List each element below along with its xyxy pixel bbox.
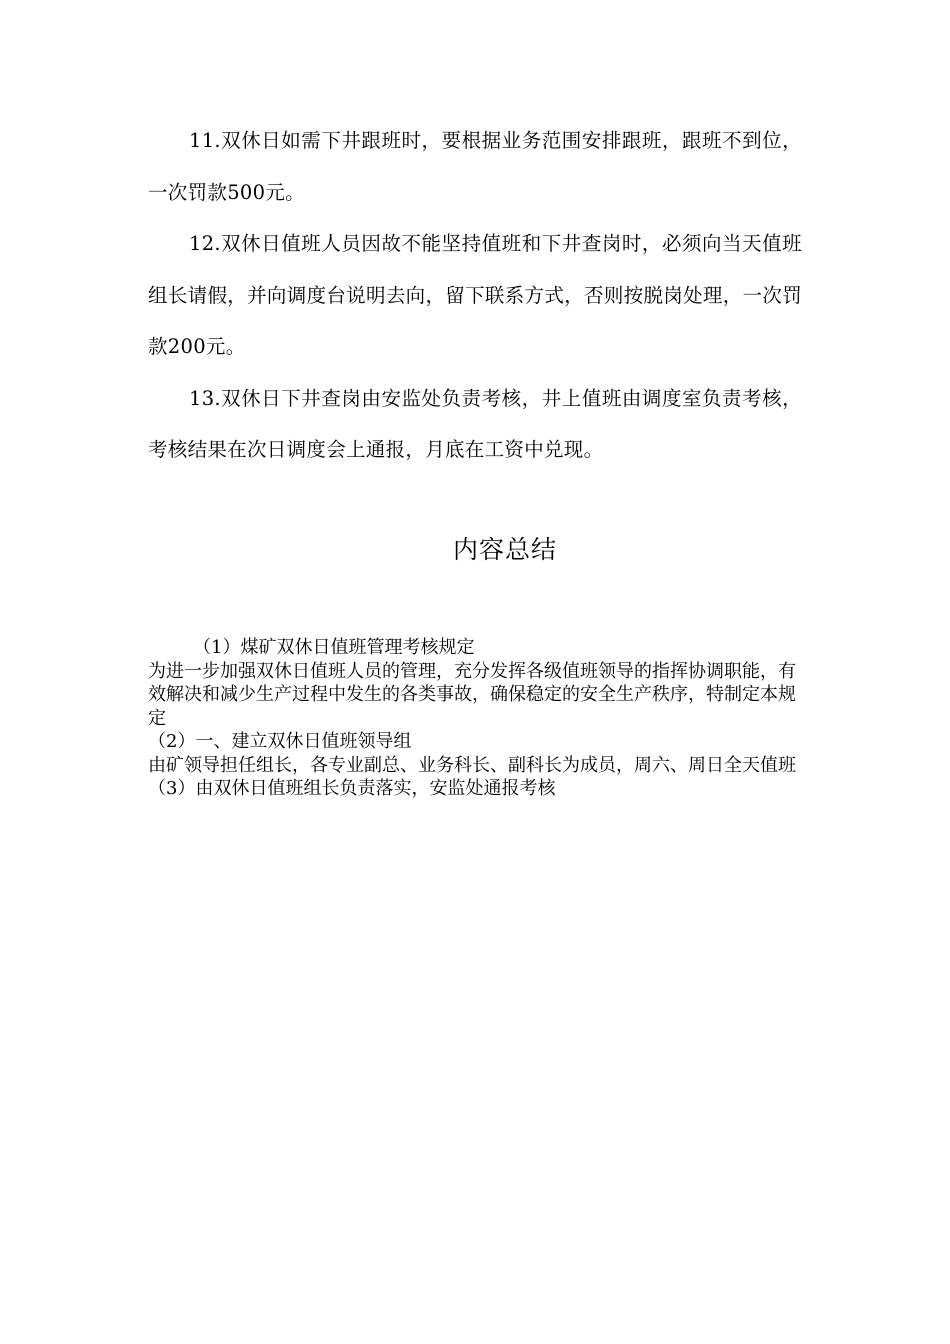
summary-section: [148, 636, 802, 801]
summary-item-2-text: 由矿领导担任组长，各专业副总、业务科长、副科长为成员，周六、周日全天值班: [148, 754, 796, 776]
summary-item-1-heading: （1）煤矿双休日值班管理考核规定: [193, 637, 475, 658]
paragraph-rule-12: 12.双休日值班人员因故不能坚持值班和下井查岗时，必须向当天值班组长请假，并向调度台说明去向，留下联系方式，否则按脱岗处理，一次罚款200元。: [148, 232, 802, 358]
paragraph-rule-11: 11.双休日如需下井跟班时，要根据业务范围安排跟班，跟班不到位，一次罚款500元。: [148, 129, 802, 204]
paragraph-rule-13: 13.双休日下井查岗由安监处负责考核，井上值班由调度室负责考核，考核结果在次日调度会上通报，月底在工资中兑现。: [148, 386, 802, 461]
summary-item-3-heading: （3）由双休日值班组长负责落实，安监处通报考核: [148, 778, 556, 799]
summary-title: 内容总结: [452, 535, 557, 564]
summary-item-2-heading: （2）一、建立双休日值班领导组: [148, 731, 412, 752]
summary-item-1-text: 为进一步加强双休日值班人员的管理，充分发挥各级值班领导的指挥协调职能，有效解决和减少生产过程中发生的各类事故，确保稳定的安全生产秩序，特制定本规定: [148, 660, 796, 729]
regulation-body: [148, 115, 802, 476]
